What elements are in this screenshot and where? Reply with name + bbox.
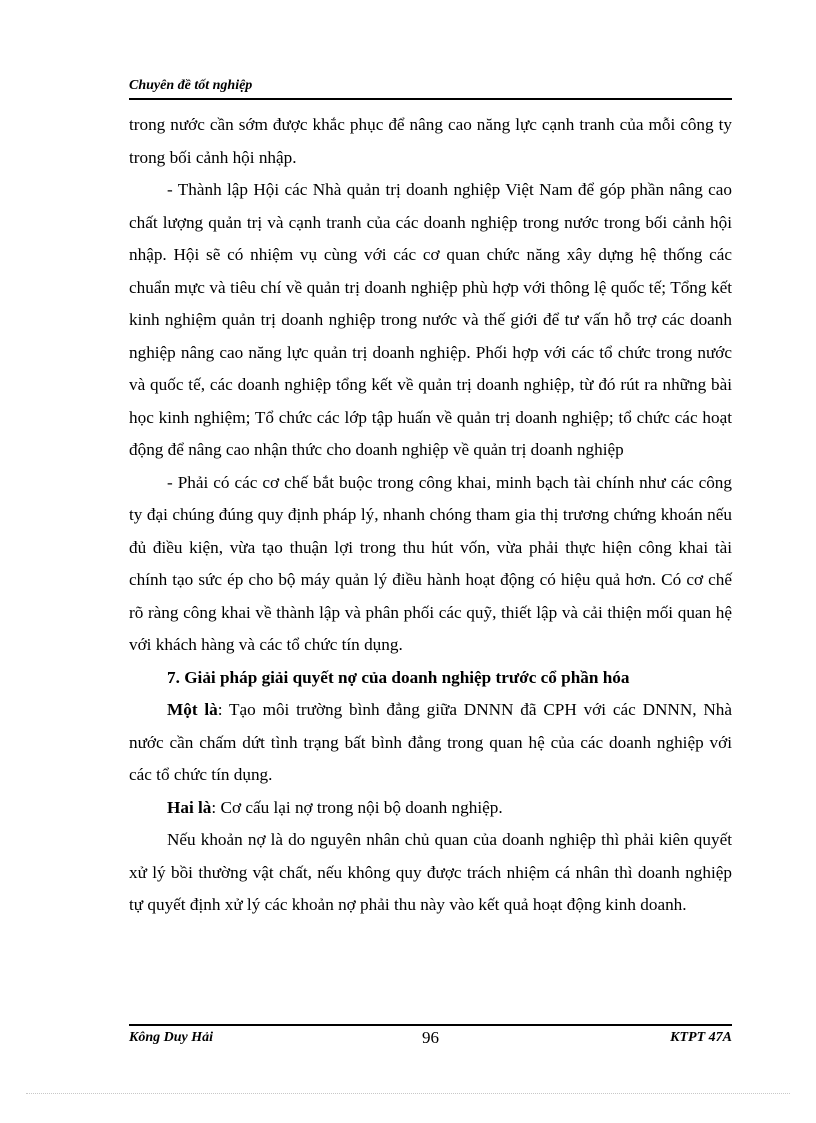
paragraph-business-managers-association: - Thành lập Hội các Nhà quản trị doanh nghiệp Việt Nam để góp phần nâng cao chất lượng quản trị và cạnh tranh của các doanh nghiệp trong nước trong bối cảnh hội nhập. Hội sẽ có nhiệm vụ cùng với các cơ quan chức năng xây dựng hệ thống các chuẩn mực và tiêu chí về quản trị doanh nghiệp phù hợp với thông lệ quốc tế; Tổng kết kinh nghiệm quản trị doanh nghiệp trong nước và thế giới để tư vấn hỗ trợ các doanh nghiệp nâng cao năng lực quản trị doanh nghiệp. Phối hợp với các tổ chức trong nước và quốc tế, các doanh nghiệp tổng kết về quản trị doanh nghiệp, từ đó rút ra những bài học kinh nghiệm; Tổ chức các lớp tập huấn về quản trị doanh nghiệp; tổ chức các hoạt động để nâng cao nhận thức cho doanh nghiệp về quản trị doanh nghiệp [129,180,732,459]
paragraph-solution-two [129,792,732,825]
section-heading: 7. Giải pháp giải quyết nợ của doanh nghiệp trước cổ phần hóa [167,667,630,687]
header-title: Chuyên đề tốt nghiệp [129,78,253,93]
page-footer [129,1024,732,1052]
page-body [129,109,732,922]
footer-class-code: KTPT 47A [670,1030,732,1045]
paragraph-continuation: trong nước cần sớm được khắc phục để nâng cao năng lực cạnh tranh của mỗi công ty trong bối cảnh hội nhập. [129,115,732,167]
paragraph-financial-transparency: - Phải có các cơ chế bắt buộc trong công khai, minh bạch tài chính như các công ty đại chúng đúng quy định pháp lý, nhanh chóng tham gia thị trương chứng khoán nếu đủ điều kiện, vừa tạo thuận lợi trong thu hút vốn, vừa phải thực hiện công khai tài chính tạo sức ép cho bộ máy quản lý điều hành hoạt động có hiệu quả hơn. Có cơ chế rõ ràng công khai về thành lập và phân phối các quỹ, thiết lập và cải thiện mối quan hệ với khách hàng và các tổ chức tín dụng. [129,472,732,654]
page-header [129,76,732,100]
page-number: 96 [422,1028,439,1047]
paragraph-solution-one [129,694,732,792]
solution-one-label: Một là [167,700,218,719]
solution-two-label: Hai là [167,797,212,817]
paragraph-debt-handling: Nếu khoản nợ là do nguyên nhân chủ quan của doanh nghiệp thì phải kiên quyết xử lý bồi thường vật chất, nếu không quy được trách nhiệm cá nhân thì doanh nghiệp tự quyết định xử lý các khoản nợ phải thu này vào kết quả hoạt động kinh doanh. [129,830,732,914]
page-bottom-divider [26,1093,790,1094]
solution-two-text: : Cơ cấu lại nợ trong nội bộ doanh nghiệp. [211,797,503,817]
solution-one-text: : Tạo môi trường bình đẳng giữa DNNN đã CPH với các DNNN, Nhà nước cần chấm dứt tình trạng bất bình đẳng trong quan hệ của các doanh nghiệp với các tổ chức tín dụng. [129,700,732,784]
footer-author: Kông Duy Hải [129,1030,214,1045]
